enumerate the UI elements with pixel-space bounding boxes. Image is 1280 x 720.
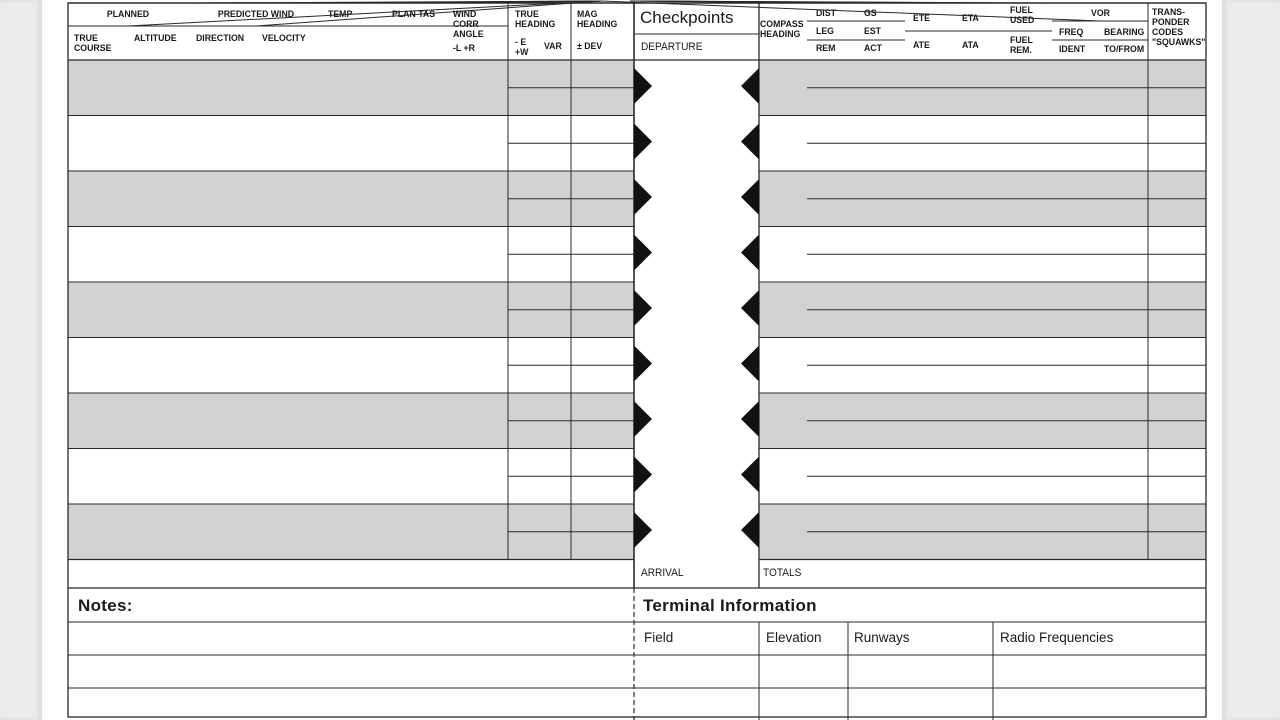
navigation-log-sheet [42,0,1222,720]
header-var: VAR [544,41,562,52]
checkpoint-tab-right [741,179,759,215]
header-direction: DIRECTION [196,33,245,44]
checkpoint-tab-left [634,512,652,548]
checkpoint-tab-left [634,290,652,326]
checkpoint-tab-left [634,179,652,215]
label-totals: TOTALS [763,567,802,579]
header-bearing: BEARING [1104,27,1145,38]
header-fuel-used: FUEL USED [1010,5,1035,26]
header-ete: ETE [913,13,931,24]
label-departure: DEPARTURE [641,41,703,53]
header-checkpoints: Checkpoints [640,8,734,27]
terminal-information-title: Terminal Information [643,596,817,615]
header-true-course: TRUE COURSE [74,33,112,54]
checkpoint-tab-right [741,290,759,326]
checkpoint-tab-right [741,124,759,160]
checkpoint-tab-right [741,68,759,104]
checkpoint-tab-left [634,401,652,437]
checkpoint-tab-left [634,457,652,493]
header-velocity: VELOCITY [262,33,306,44]
checkpoint-tab-right [741,512,759,548]
form-grid [42,0,1222,720]
header-to-from: TO/FROM [1104,44,1145,55]
terminal-col-runways: Runways [854,630,910,645]
checkpoint-tab-left [634,124,652,160]
checkpoint-tab-left [634,346,652,382]
header-vor: VOR [1091,8,1110,19]
header-gs: GS [864,8,877,19]
header-wind-corr-angle: WIND CORR ANGLE [453,9,484,40]
checkpoint-tab-right [741,457,759,493]
header-dev: ± DEV [577,41,603,52]
terminal-col-radio-frequencies: Radio Frequencies [1000,630,1114,645]
header-compass-heading: COMPASS HEADING [760,19,804,40]
header-fuel-rem: FUEL REM. [1010,35,1033,56]
header-mag-heading: MAG HEADING [577,9,618,30]
checkpoint-tab-left [634,68,652,104]
notes-title: Notes: [78,596,133,615]
header-altitude: ALTITUDE [134,33,177,44]
header-dist: DIST [816,8,836,19]
label-arrival: ARRIVAL [641,567,684,579]
header-plan-tas: PLAN TAS [392,9,436,20]
header-transponder-codes: TRANS- PONDER CODES "SQUAWKS" [1152,7,1206,48]
terminal-col-field: Field [644,630,674,645]
header-freq: FREQ [1059,27,1084,38]
header-rem: REM [816,43,836,54]
page-edge-right [1222,0,1280,720]
header-e-w: - E +W [515,37,529,58]
page-edge-left [0,0,42,720]
header-planned: PLANNED [106,9,150,20]
header-eta: ETA [962,13,979,24]
terminal-col-elevation: Elevation [766,630,822,645]
header-predicted-wind: PREDICTED WIND [217,9,295,20]
header-wind-corr-sign: -L +R [453,43,475,54]
header-est: EST [864,26,882,37]
header-ate: ATE [913,40,930,51]
checkpoint-tab-right [741,401,759,437]
header-act: ACT [864,43,882,54]
header-ata: ATA [962,40,979,51]
header-true-heading: TRUE HEADING [515,9,556,30]
header-temp: TEMP [328,9,353,20]
header-ident: IDENT [1059,44,1086,55]
checkpoint-tab-right [741,346,759,382]
header-leg: LEG [816,26,834,37]
checkpoint-tab-left [634,235,652,271]
checkpoint-tab-right [741,235,759,271]
